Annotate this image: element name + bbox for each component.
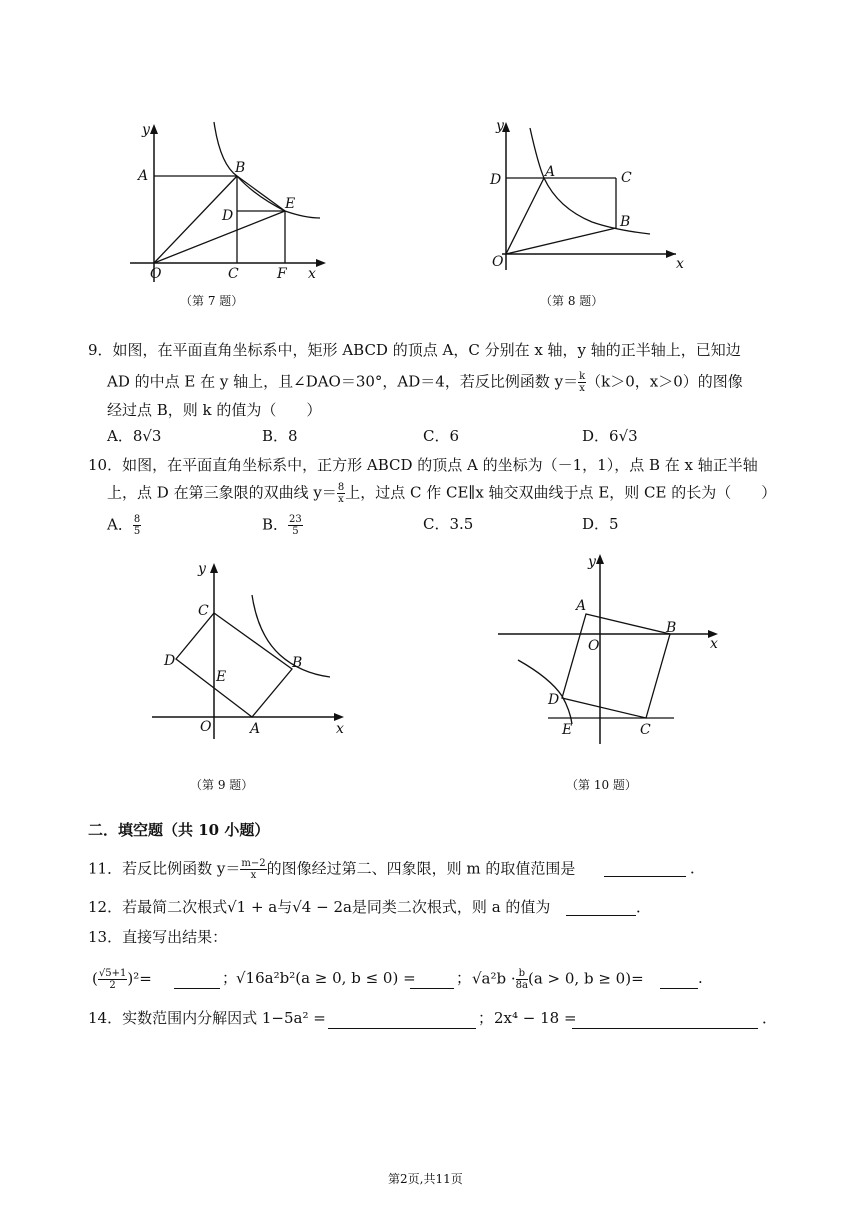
q10-option-a	[107, 514, 141, 537]
fig9-label-c: C	[198, 603, 209, 619]
figure-10-caption: （第 10 题）	[566, 778, 637, 792]
fig7-label-f: F	[277, 266, 287, 282]
q10-line2-end: 上，过点 C 作 CE∥x 轴交双曲线于点 E，则 CE 的长为（ ）	[345, 483, 777, 502]
q10-frac-den: x	[338, 494, 344, 505]
q14-separator: ；	[478, 1009, 494, 1027]
q9-line3: 经过点 B，则 k 的值为（ ）	[107, 401, 322, 419]
q9-fraction	[578, 371, 586, 394]
fig9-label-o: O	[200, 719, 212, 735]
q14-part2: 2x⁴ − 18 =	[494, 1009, 577, 1027]
fig9-label-y: y	[198, 561, 206, 577]
fig8-label-b: B	[620, 214, 631, 230]
q10-option-a-num: 8	[133, 514, 141, 525]
q12-line: 12．若最简二次根式√1 + a与√4 − 2a是同类二次根式，则 a 的值为	[88, 898, 551, 916]
q12-end-mark: ．	[636, 898, 652, 916]
fig10-label-b: B	[666, 620, 677, 636]
q9-option-a: A．8√3	[107, 427, 162, 445]
figure-9-graph	[140, 555, 360, 745]
q10-option-c: C．3.5	[423, 515, 474, 533]
q10-option-b-num: 23	[289, 514, 302, 525]
fig9-label-e: E	[216, 669, 227, 685]
fig10-label-a: A	[576, 598, 587, 614]
fig7-label-a: A	[138, 168, 149, 184]
q13-part2-blank[interactable]	[410, 970, 454, 989]
q9-line2-end: （k＞0，x＞0）的图像	[586, 372, 743, 391]
q13-part1-close: )²=	[127, 969, 152, 988]
q11-line	[88, 858, 575, 881]
fig7-label-e: E	[285, 196, 296, 212]
q13-part3-fraction	[516, 968, 528, 991]
q13-part3-den: 8a	[515, 980, 528, 991]
figure-10	[490, 548, 730, 748]
q10-option-a-prefix: A．	[107, 515, 133, 534]
q10-option-b	[262, 514, 303, 537]
q14-part2-blank[interactable]	[572, 1010, 758, 1029]
q13-part1-blank[interactable]	[174, 970, 220, 989]
figure-8	[480, 112, 690, 287]
q14-part1: 14．实数范围内分解因式 1−5a² =	[88, 1009, 326, 1027]
q10-frac-num: 8	[337, 482, 345, 493]
q10-option-b-fraction	[288, 514, 303, 537]
q13-title: 13．直接写出结果：	[88, 928, 228, 946]
q11-frac-den: x	[250, 870, 257, 881]
q13-part1	[92, 968, 152, 991]
q10-option-b-den: 5	[292, 526, 299, 537]
q11-frac-num: m−2	[241, 858, 266, 869]
fig9-label-b: B	[292, 655, 303, 671]
q13-part3-blank[interactable]	[660, 970, 698, 989]
section2-heading: 二．填空题（共 10 小题）	[88, 821, 270, 839]
q13-part1-den: 2	[109, 980, 116, 991]
q9-option-c: C．6	[423, 427, 460, 445]
fig10-label-e: E	[562, 722, 573, 738]
fig10-label-o: O	[588, 638, 600, 654]
q10-option-b-prefix: B．	[262, 515, 289, 534]
q13-part3	[472, 968, 644, 991]
q11-text-end: 的图像经过第二、四象限，则 m 的取值范围是	[266, 859, 576, 878]
fig10-label-x: x	[710, 636, 718, 652]
q10-line2	[107, 482, 776, 505]
q13-part1-open: (	[92, 969, 98, 988]
q11-fraction	[240, 858, 266, 881]
fig8-label-y: y	[496, 118, 504, 134]
figure-10-graph	[490, 548, 730, 748]
q13-part3-end: (a > 0, b ≥ 0)=	[527, 969, 644, 988]
fig8-label-a: A	[545, 164, 556, 180]
fig7-label-o: O	[150, 266, 162, 282]
q13-part1-num: √5+1	[98, 968, 127, 979]
q13-part3-num: b	[516, 968, 528, 980]
fig7-label-y: y	[142, 122, 150, 138]
page-number: 第2页,共11页	[388, 1172, 463, 1186]
q10-fraction	[337, 482, 345, 505]
q11-answer-blank[interactable]	[604, 858, 686, 877]
fig9-label-d: D	[164, 653, 176, 669]
q10-option-d: D．5	[582, 515, 619, 533]
q13-part1-fraction	[98, 968, 127, 991]
fig10-label-d: D	[548, 692, 560, 708]
figure-7	[120, 112, 330, 287]
q9-line1: 9．如图，在平面直角坐标系中，矩形 ABCD 的顶点 A，C 分别在 x 轴，y 轴的正半轴上，已知边	[88, 341, 741, 359]
fig8-label-x: x	[676, 256, 684, 272]
figure-9-caption: （第 9 题）	[190, 778, 254, 792]
q9-line2-start: AD 的中点 E 在 y 轴上，且∠DAO＝30°，AD＝4，若反比例函数 y＝	[107, 372, 579, 391]
q13-part3-start: √a²b ·	[472, 969, 516, 988]
q10-option-a-den: 5	[133, 526, 141, 537]
q13-part2: √16a²b²(a ≥ 0, b ≤ 0) =	[236, 969, 416, 987]
fig8-label-d: D	[490, 172, 502, 188]
fig7-label-c: C	[228, 266, 239, 282]
q13-separator-2: ；	[456, 969, 472, 987]
q13-separator-1: ；	[222, 969, 238, 987]
q13-end-mark: .	[698, 969, 703, 987]
q14-part1-blank[interactable]	[328, 1010, 476, 1029]
fig9-label-x: x	[336, 721, 344, 737]
q10-line2-start: 上，点 D 在第三象限的双曲线 y＝	[107, 483, 337, 502]
q11-end-mark: ．	[690, 859, 706, 877]
figure-7-graph	[120, 112, 330, 287]
figure-8-caption: （第 8 题）	[540, 294, 604, 308]
q9-frac-den: x	[579, 383, 585, 394]
fig8-label-o: O	[492, 254, 504, 270]
fig7-label-b: B	[235, 160, 246, 176]
q10-line1: 10．如图，在平面直角坐标系中，正方形 ABCD 的顶点 A 的坐标为（－1，1），点 B 在 x 轴正半轴	[88, 456, 758, 474]
figure-8-graph	[480, 112, 690, 287]
q9-frac-num: k	[579, 371, 586, 382]
q11-text-start: 11．若反比例函数 y＝	[88, 859, 241, 878]
figure-9	[140, 555, 360, 745]
fig9-label-a: A	[250, 721, 261, 737]
q9-option-d: D．6√3	[582, 427, 638, 445]
q9-option-b: B．8	[262, 427, 298, 445]
fig8-label-c: C	[621, 170, 632, 186]
q14-end-mark: ．	[762, 1009, 778, 1027]
figure-7-caption: （第 7 题）	[180, 294, 244, 308]
q9-line2	[107, 371, 743, 394]
fig7-label-d: D	[222, 208, 234, 224]
fig10-label-c: C	[640, 722, 651, 738]
fig10-label-y: y	[588, 554, 596, 570]
fig7-label-x: x	[308, 266, 316, 282]
q12-answer-blank[interactable]	[566, 897, 636, 916]
q10-option-a-fraction	[133, 514, 141, 537]
